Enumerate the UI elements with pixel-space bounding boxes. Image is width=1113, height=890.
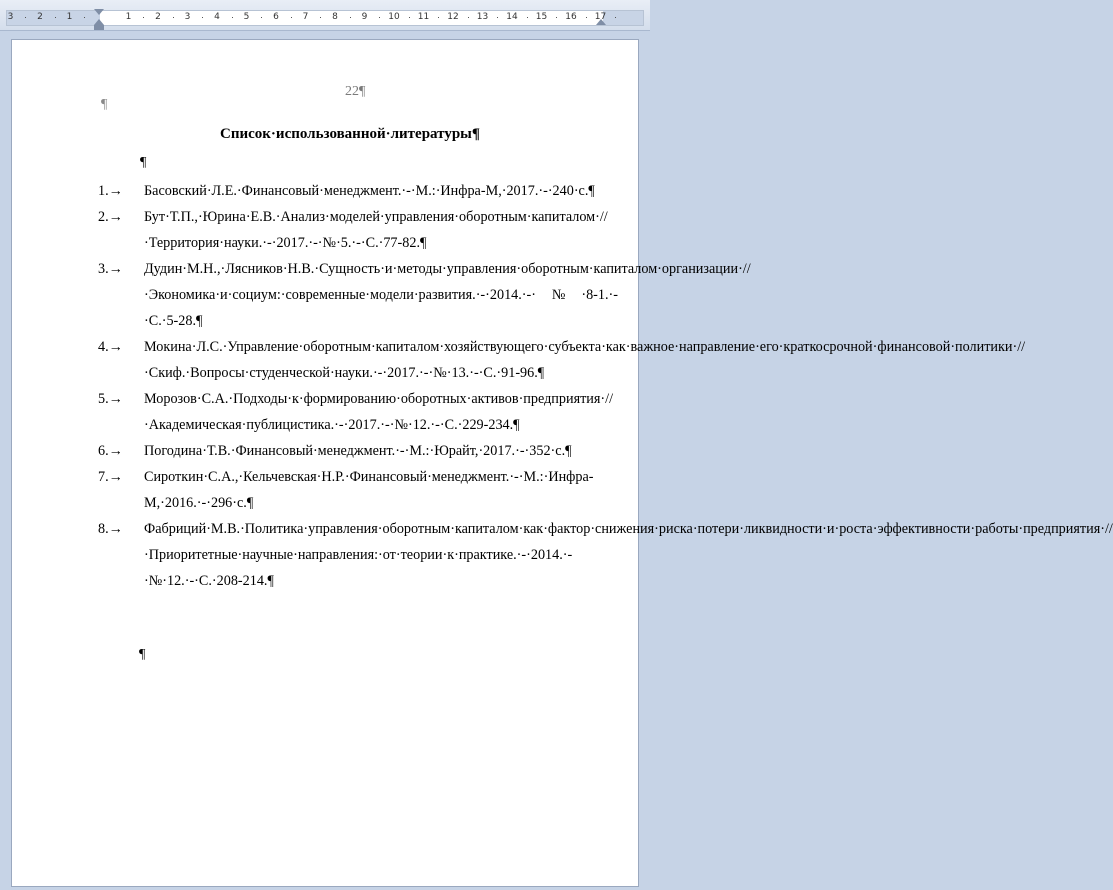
ruler-tick — [497, 17, 498, 18]
ruler-tick — [379, 17, 380, 18]
ruler-label: 9 — [361, 12, 368, 22]
paragraph-mark: ¶ — [139, 647, 146, 662]
list-number: 4.→ — [98, 339, 123, 355]
reference-text: Басовский·Л.Е.·Финансовый·менеджмент.·-·М.:·Инфра-М,·2017.·-·240·с.¶ — [144, 183, 595, 199]
first-line-indent-marker[interactable] — [94, 9, 104, 15]
ruler-tick — [232, 17, 233, 18]
ruler-label: 1 — [66, 12, 73, 22]
list-item — [98, 334, 1026, 386]
empty-paragraph-mark: ¶ — [101, 97, 108, 112]
list-number: 3.→ — [98, 261, 123, 277]
ruler-tick — [55, 17, 56, 18]
ruler-tick — [527, 17, 528, 18]
horizontal-ruler[interactable] — [0, 0, 650, 31]
ruler-tick — [143, 17, 144, 18]
document-page[interactable] — [12, 40, 1113, 886]
list-number: 1.→ — [98, 183, 123, 199]
list-number: 5.→ — [98, 391, 123, 407]
ruler-tick — [615, 17, 616, 18]
ruler-tick — [350, 17, 351, 18]
paragraph-mark: ¶ — [140, 155, 147, 170]
reference-text: Сироткин·С.А.,·Кельчевская·Н.Р.·Финансовый·менеджмент.·-·М.:·Инфра-М,·2016.·-·296·с.¶ — [144, 469, 594, 511]
ruler-left-margin — [7, 11, 100, 25]
ruler-label: 17 — [594, 12, 607, 22]
ruler-label: 16 — [565, 12, 577, 22]
left-indent-marker[interactable] — [94, 25, 104, 30]
list-item — [98, 464, 618, 516]
ruler-tick — [261, 17, 262, 18]
list-item — [98, 256, 751, 334]
ruler-label: 3 — [7, 12, 14, 22]
page-title: Список·использованной·литературы¶ — [220, 126, 480, 142]
list-item — [98, 386, 618, 438]
ruler-label: 5 — [243, 12, 250, 22]
page-number: 22¶ — [345, 84, 366, 99]
ruler-label: 8 — [332, 12, 338, 22]
ruler-tick — [586, 17, 587, 18]
ruler-label: 1 — [125, 12, 132, 22]
ruler-tick — [25, 17, 26, 18]
ruler-label: 13 — [476, 12, 489, 22]
ruler-label: 15 — [535, 12, 548, 22]
list-item — [98, 516, 1113, 594]
ruler-tick — [202, 17, 203, 18]
list-number: 7.→ — [98, 469, 123, 485]
ruler-tick — [438, 17, 439, 18]
reference-text: Бут·Т.П.,·Юрина·Е.В.·Анализ·моделей·управления·оборотным·капиталом·//·Территория·науки.·-·2017.·-·№·5.·-·С.·77-82.¶ — [144, 209, 608, 251]
ruler-tick — [320, 17, 321, 18]
ruler-label: 12 — [447, 12, 459, 22]
list-item — [98, 178, 618, 204]
ruler-tick — [84, 17, 85, 18]
ruler-right-margin — [603, 11, 643, 25]
reference-text: Морозов·С.А.·Подходы·к·формированию·оборотных·активов·предприятия·//·Академическая·публицистика.·-·2017.·-·№·12.·-·С.·229-234.¶ — [144, 391, 614, 433]
ruler-tick — [556, 17, 557, 18]
list-number: 2.→ — [98, 209, 123, 225]
reference-text: Погодина·Т.В.·Финансовый·менеджмент.·-·М.:·Юрайт,·2017.·-·352·с.¶ — [144, 443, 572, 459]
ruler-label: 2 — [155, 12, 161, 22]
ruler-label: 7 — [302, 12, 309, 22]
ruler-label: 2 — [37, 12, 43, 22]
reference-text: Дудин·М.Н.,·Лясников·Н.В.·Сущность·и·методы·управления·оборотным·капиталом·организации·//·Экономика·и·социум:·современные·модели·развития.·-·2014.·-·№·8-1.·-·С.·5-28.¶ — [144, 261, 751, 329]
list-item — [98, 438, 618, 464]
ruler-label: 14 — [506, 12, 518, 22]
ruler-tick — [291, 17, 292, 18]
ruler-label: 6 — [273, 12, 279, 22]
ruler-label: 11 — [417, 12, 430, 22]
list-number: 6.→ — [98, 443, 123, 459]
right-indent-marker[interactable] — [596, 19, 606, 25]
ruler-label: 10 — [388, 12, 400, 22]
reference-list — [98, 178, 1113, 594]
reference-text: Мокина·Л.С.·Управление·оборотным·капиталом·хозяйствующего·субъекта·как·важное·направление·его·краткосрочной·финансовой·политики·//·Скиф.·Вопросы·студенческой·науки.·-·2017.·-·№·13.·-·С.·91-96.¶ — [144, 339, 1026, 381]
ruler-tick — [468, 17, 469, 18]
ruler-label: 3 — [184, 12, 191, 22]
ruler-tick — [173, 17, 174, 18]
reference-text: Фабриций·М.В.·Политика·управления·оборотным·капиталом·как·фактор·снижения·риска·потери·ликвидности·и·роста·эффективности·работы·предприятия·//·Приоритетные·научные·направления:·от·теории·к·практике.·-·2014.·-·№·12.·-·С.·208-214.¶ — [144, 521, 1113, 589]
ruler-tick — [409, 17, 410, 18]
ruler-label: 4 — [214, 12, 220, 22]
list-number: 8.→ — [98, 521, 123, 537]
list-item — [98, 204, 618, 256]
